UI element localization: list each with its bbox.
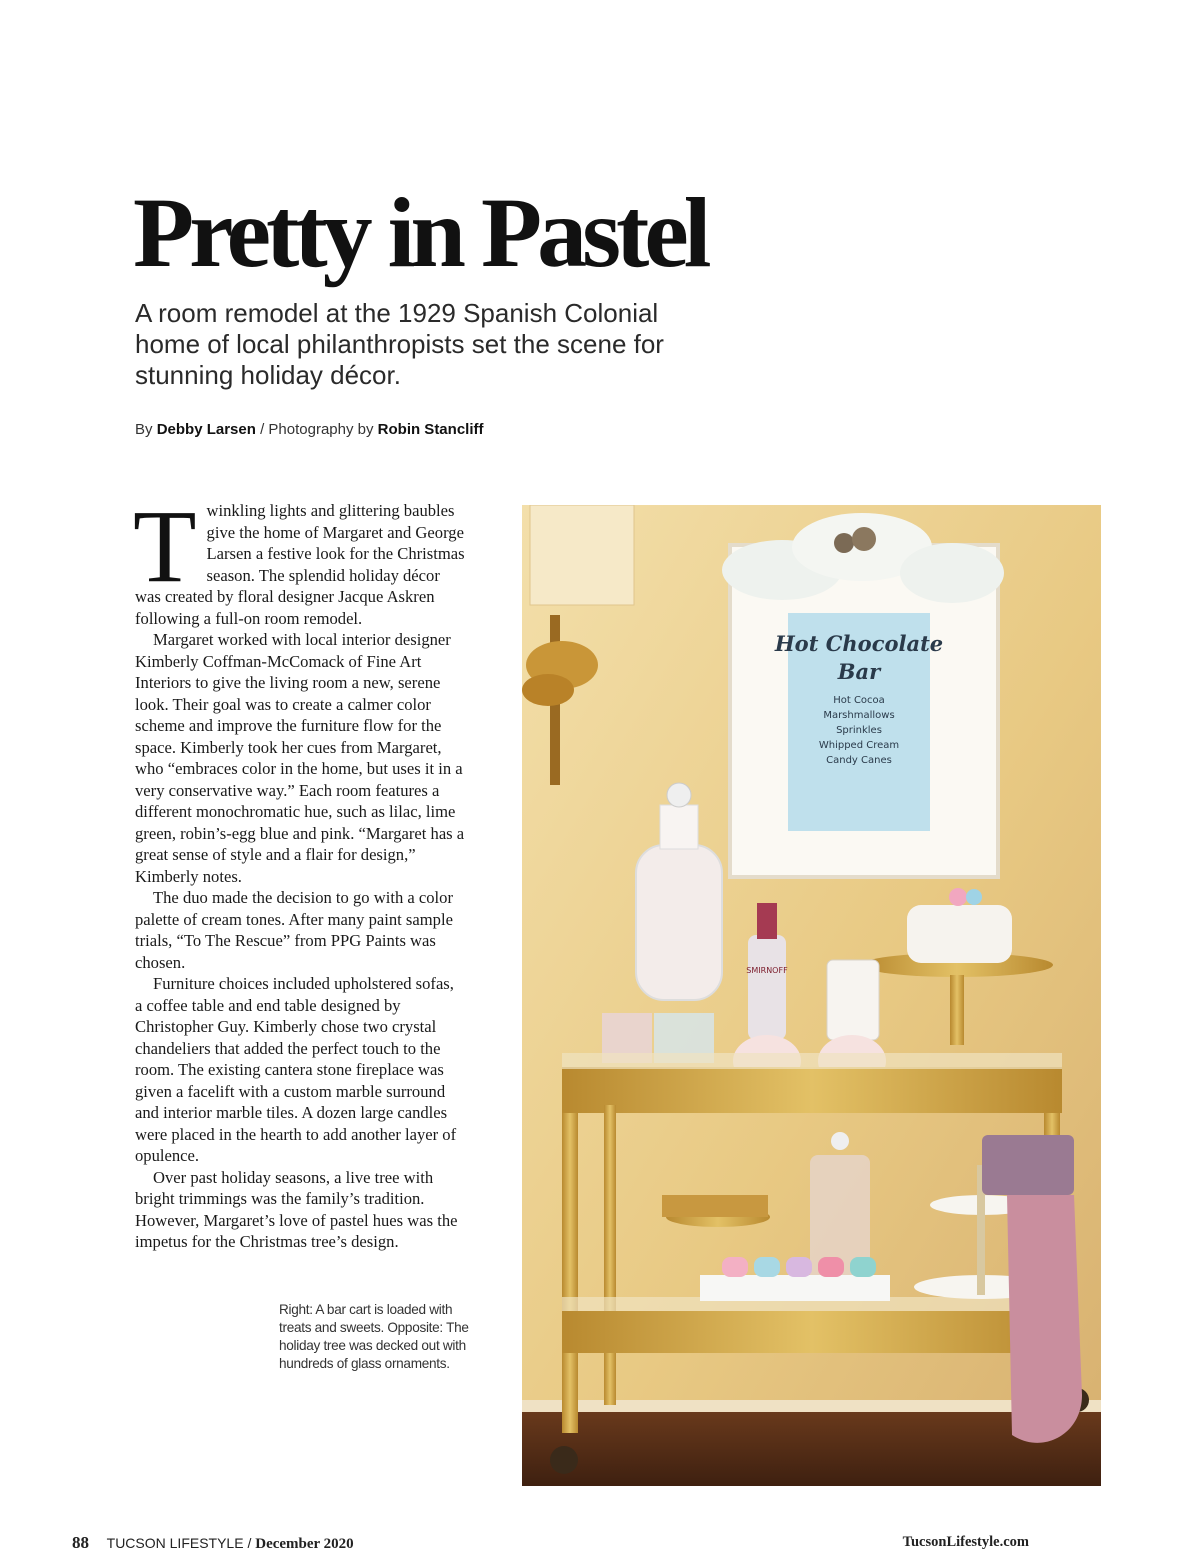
body-paragraph: Twinkling lights and glittering baubles give the home of Margaret and George Larsen a festive look for the Christmas season. The splendid holiday décor was created by floral designer Jacque Askren following a full-on room remodel. bbox=[133, 489, 465, 628]
photo-caption: Right: A bar cart is loaded with treats and sweets. Opposite: The holiday tree was decked out with hundreds of glass ornaments. bbox=[279, 1302, 469, 1371]
article-title: Pretty in Pastel bbox=[133, 177, 707, 288]
sign-item: Candy Canes bbox=[826, 755, 892, 766]
page-footer bbox=[72, 1533, 354, 1553]
website-url: TucsonLifestyle.com bbox=[902, 1534, 1029, 1550]
body-paragraph: Margaret worked with local interior designer Kimberly Coffman-McComack of Fine Art Interiors to give the living room a new, serene look. Their goal was to create a calmer color scheme and improve the furniture flow for the space. Kimberly took her cues from Margaret, who “embraces color in the home, but uses it in a very conservative way.” Each room features a different monochromatic hue, such as lilac, lime green, robin’s-egg blue and pink. “Margaret has a great sense of style and a flair for design,” Kimberly notes. bbox=[135, 630, 465, 886]
byline-separator: / bbox=[260, 421, 265, 438]
page-number: 88 bbox=[72, 1533, 89, 1552]
sign-item: Marshmallows bbox=[823, 710, 895, 721]
body-paragraph: Over past holiday seasons, a live tree with bright trimmings was the family’s tradition. However, Margaret’s love of pastel hues was the impetus for the Christmas tree’s design. bbox=[135, 1167, 458, 1251]
article-body bbox=[133, 489, 465, 1253]
drop-cap: T bbox=[133, 489, 197, 604]
sign-item: Hot Cocoa bbox=[833, 695, 885, 706]
sign-item: Whipped Cream bbox=[818, 740, 900, 751]
gold-plates bbox=[662, 1195, 770, 1227]
sign-title: Bar bbox=[837, 659, 881, 684]
bar-cart-illustration bbox=[522, 505, 1101, 1486]
body-paragraph: Furniture choices included upholstered sofas, a coffee table and end table designed by Christopher Guy. Kimberly chose two crystal chandeliers that added the perfect touch to the room. The existing cantera stone fireplace was given a facelift with a custom marble surround and interior marble tiles. A dozen large candles were placed in the hearth to add another layer of opulence. bbox=[135, 974, 457, 1165]
sign-title: Hot Chocolate bbox=[774, 631, 944, 656]
byline-photo-label: Photography by bbox=[268, 421, 374, 438]
body-paragraph: The duo made the decision to go with a color palette of cream tones. After many paint sample trials, “To The Rescue” from PPG Paints was chosen. bbox=[135, 888, 453, 972]
macaron-tray bbox=[700, 1257, 890, 1301]
magazine-name: TUCSON LIFESTYLE / bbox=[106, 1535, 252, 1551]
byline bbox=[135, 421, 483, 438]
byline-photographer: Robin Stancliff bbox=[377, 421, 484, 438]
sconce-leaf bbox=[522, 674, 574, 706]
byline-by-label: By bbox=[135, 421, 153, 438]
byline-author: Debby Larsen bbox=[156, 421, 256, 438]
bottle-label: SMIRNOFF bbox=[746, 966, 788, 975]
sconce-shade bbox=[530, 505, 634, 605]
bar-cart-photo bbox=[522, 505, 1101, 1486]
issue-date: December 2020 bbox=[255, 1536, 354, 1552]
article-deck: A room remodel at the 1929 Spanish Colonial home of local philanthropists set the scene for stunning holiday décor. bbox=[135, 298, 664, 390]
sign-item: Sprinkles bbox=[836, 725, 882, 736]
perfume-bottle bbox=[827, 960, 879, 1040]
